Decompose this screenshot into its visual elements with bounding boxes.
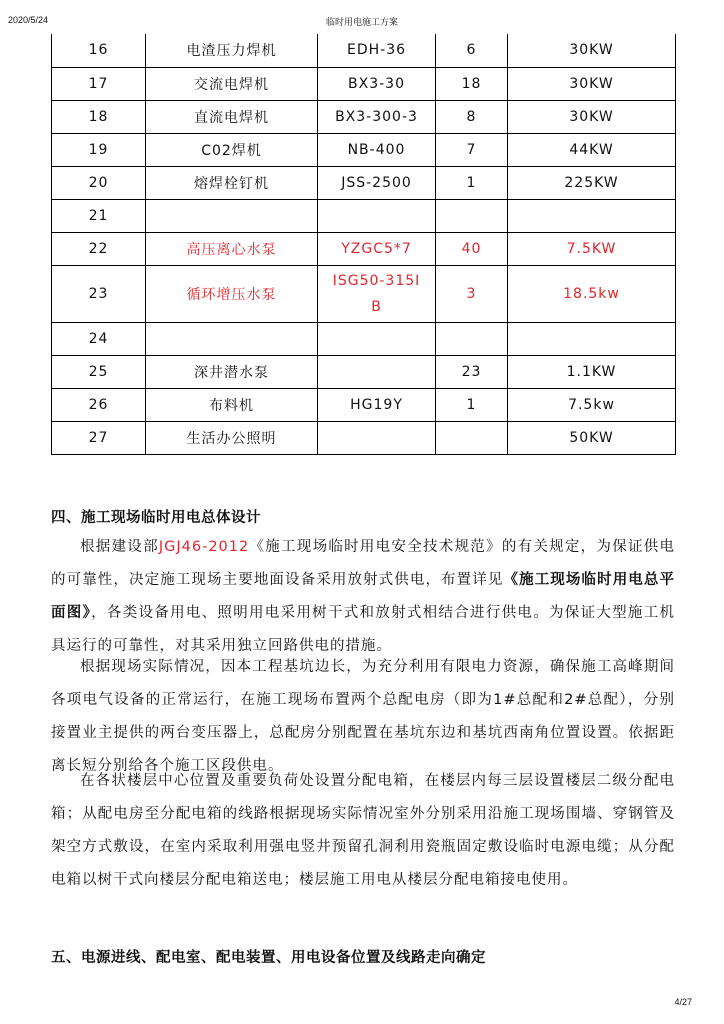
cell-model: BX3-300-3 (318, 100, 436, 133)
p1-text-b: 《施工现场临时用电安全技术规范》的有关规定，为保证供电的可靠性，决定施工现场主要地面设备采用放射式供电，布置详见 (51, 539, 676, 588)
cell-no: 25 (52, 355, 146, 388)
cell-power (508, 322, 676, 355)
cell-qty: 1 (436, 388, 508, 421)
cell-no: 20 (52, 166, 146, 199)
cell-name: 生活办公照明 (146, 421, 318, 454)
cell-name: 直流电焊机 (146, 100, 318, 133)
cell-qty: 40 (436, 232, 508, 265)
cell-power: 7.5KW (508, 232, 676, 265)
cell-no: 21 (52, 199, 146, 232)
cell-model (318, 322, 436, 355)
cell-no: 22 (52, 232, 146, 265)
cell-power: 1.1KW (508, 355, 676, 388)
cell-model: EDH-36 (318, 34, 436, 67)
cell-qty: 3 (436, 265, 508, 322)
cell-model: JSS-2500 (318, 166, 436, 199)
cell-no: 19 (52, 133, 146, 166)
cell-model: NB-400 (318, 133, 436, 166)
table-row (52, 133, 676, 166)
cell-name: 循环增压水泵 (146, 265, 318, 322)
section4-paragraph-3: 在各状楼层中心位置及重要负荷处设置分配电箱，在楼层内每三层设置楼层二级分配电箱；从配电房至分配电箱的线路根据现场实际情况室外分别采用沿施工现场围墙、穿钢管及架空方式敷设，在室内采取利用强电竖井预留孔洞利用瓷瓶固定敷设临时电源电缆；从分配电箱以树干式向楼层分配电箱送电；楼层施工用电从楼层分配电箱接电使用。 (51, 773, 675, 888)
cell-model-line2: B (371, 298, 382, 315)
cell-power: 18.5kw (508, 265, 676, 322)
cell-name (146, 199, 318, 232)
table-row (52, 166, 676, 199)
standard-code: JGJ46-2012 (158, 539, 250, 555)
cell-power: 7.5kw (508, 388, 676, 421)
section5-heading: 五、电源进线、配电室、配电装置、用电设备位置及线路走向确定 (51, 950, 486, 966)
p1-text-c: ，各类设备用电、照明用电采用树干式和放射式相结合进行供电。为保证大型施工机具运行的可靠性，对其采用独立回路供电的措施。 (51, 605, 676, 654)
cell-power: 50KW (508, 421, 676, 454)
table-row (52, 388, 676, 421)
cell-name: 电渣压力焊机 (146, 34, 318, 67)
cell-power: 30KW (508, 100, 676, 133)
cell-qty (436, 421, 508, 454)
cell-no: 17 (52, 67, 146, 100)
header-title: 临时用电施工方案 (325, 18, 398, 28)
cell-name: 高压离心水泵 (146, 232, 318, 265)
cell-qty: 18 (436, 67, 508, 100)
cell-power: 30KW (508, 34, 676, 67)
cell-no: 26 (52, 388, 146, 421)
cell-qty: 8 (436, 100, 508, 133)
cell-model (318, 421, 436, 454)
header-date: 2020/5/24 (8, 15, 49, 25)
table-row-highlight (52, 232, 676, 265)
cell-qty: 23 (436, 355, 508, 388)
cell-no: 16 (52, 34, 146, 67)
drawing-reference: 《施工现场临时用电总平面图》 (51, 572, 676, 621)
table-row-highlight (52, 265, 676, 322)
page-number: 4/27 (674, 997, 692, 1007)
equipment-table (51, 34, 676, 455)
cell-name: 熔焊栓钉机 (146, 166, 318, 199)
cell-qty: 1 (436, 166, 508, 199)
section4-paragraph-1 (51, 531, 675, 663)
table-row (52, 34, 676, 67)
cell-name: 交流电焊机 (146, 67, 318, 100)
cell-power: 225KW (508, 166, 676, 199)
cell-no: 18 (52, 100, 146, 133)
cell-name: C02焊机 (146, 133, 318, 166)
cell-name: 布料机 (146, 388, 318, 421)
cell-model: HG19Y (318, 388, 436, 421)
cell-name (146, 322, 318, 355)
p1-text-a: 根据建设部 (80, 539, 159, 555)
cell-no: 24 (52, 322, 146, 355)
table-row (52, 421, 676, 454)
cell-name: 深井潜水泵 (146, 355, 318, 388)
cell-power: 44KW (508, 133, 676, 166)
table-row (52, 322, 676, 355)
cell-model: BX3-30 (318, 67, 436, 100)
cell-power: 30KW (508, 67, 676, 100)
cell-model-line1: ISG50-315I (332, 272, 421, 289)
cell-model (318, 199, 436, 232)
cell-model: YZGC5*7 (318, 232, 436, 265)
cell-power (508, 199, 676, 232)
cell-no: 23 (52, 265, 146, 322)
cell-no: 27 (52, 421, 146, 454)
cell-qty: 7 (436, 133, 508, 166)
table-row (52, 199, 676, 232)
cell-qty (436, 322, 508, 355)
cell-qty (436, 199, 508, 232)
cell-model (318, 265, 436, 322)
table-row (52, 67, 676, 100)
cell-qty: 6 (436, 34, 508, 67)
section4-heading: 四、施工现场临时用电总体设计 (51, 510, 261, 526)
cell-model (318, 355, 436, 388)
table-row (52, 100, 676, 133)
section4-paragraph-2: 根据现场实际情况，因本工程基坑边长，为充分利用有限电力资源，确保施工高峰期间各项电气设备的正常运行，在施工现场布置两个总配电房（即为1#总配和2#总配），分别接置业主提供的两台变压器上，总配房分别配置在基坑东边和基坑西南角位置设置。依据距离长短分别给各个施工区段供电。 (51, 659, 675, 774)
table-row (52, 355, 676, 388)
